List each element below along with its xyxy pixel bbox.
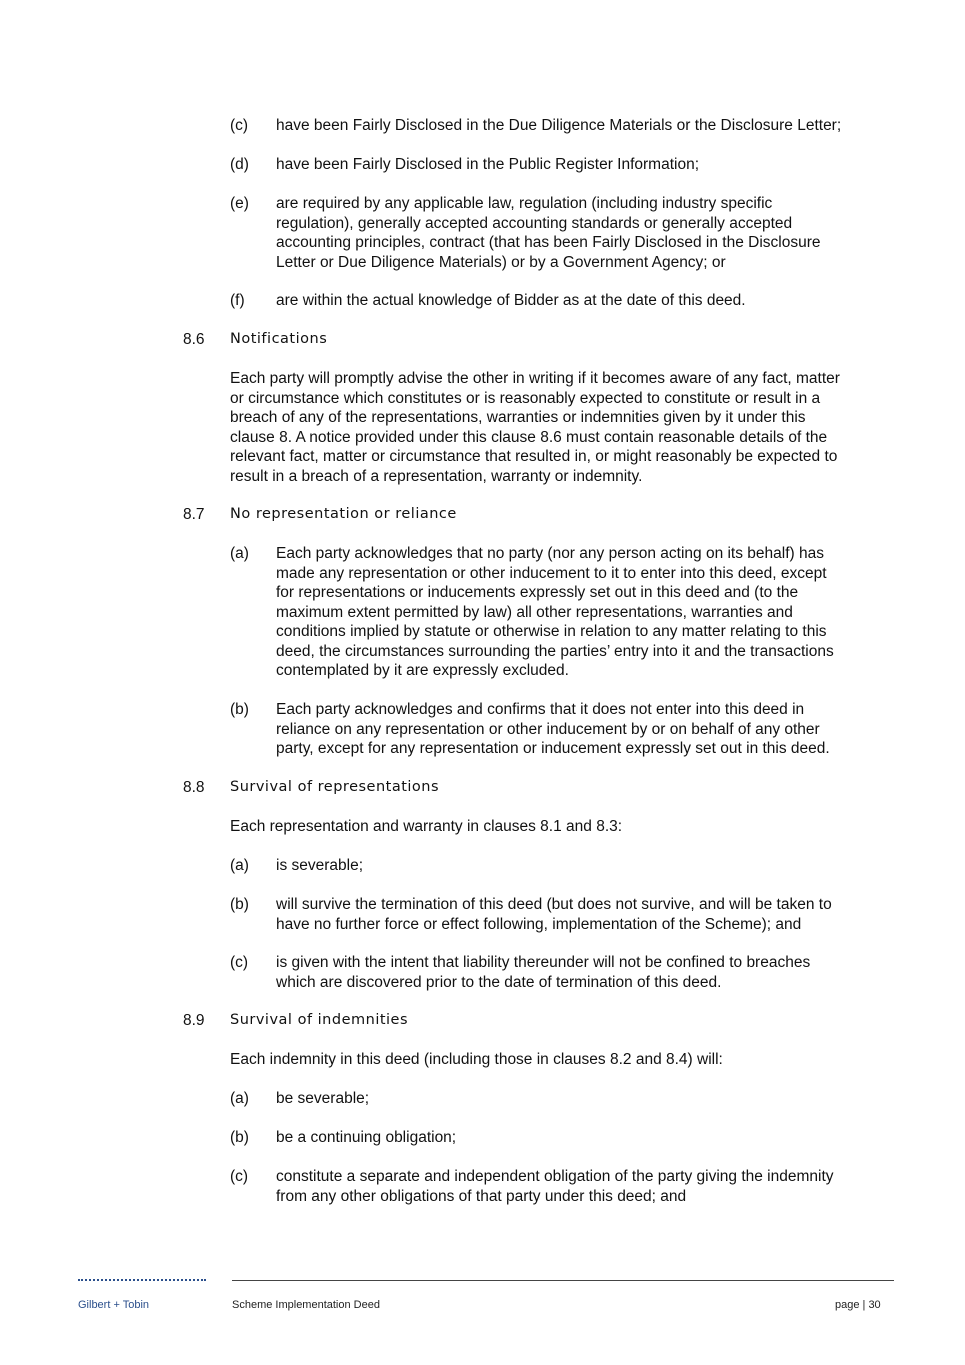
item-label: (a): [230, 857, 249, 874]
section-number: 8.8: [183, 779, 205, 796]
paragraph-line: or circumstance which constitutes or is reasonably expected to constitute or result in a: [230, 389, 821, 407]
item-text: is severable;: [276, 857, 364, 874]
item-text: constitute a separate and independent obligation of the party giving the indemnity: [276, 1168, 834, 1185]
item-text: reliance on any representation or other inducement by or on behalf of any other: [276, 720, 820, 738]
footer-rule: [232, 1280, 894, 1281]
footer-page-number: page | 30: [835, 1299, 881, 1311]
item-label: (b): [230, 1129, 249, 1146]
item-label: (e): [230, 195, 249, 212]
item-text: Letter or Due Diligence Materials) or by a Government Agency; or: [276, 253, 726, 271]
item-text: Each party acknowledges and confirms that it does not enter into this deed in: [276, 701, 805, 718]
section-number: 8.9: [183, 1012, 205, 1029]
item-label: (c): [230, 117, 249, 134]
footer-dotted-rule: [78, 1279, 206, 1281]
item-text: contemplated by it are expressly excluded.: [276, 662, 569, 679]
item-text: regulation), generally accepted accounting standards or generally accepted: [276, 214, 793, 232]
section-heading: Survival of representations: [230, 779, 440, 795]
item-label: (a): [230, 1090, 249, 1107]
section-heading: No representation or reliance: [230, 506, 457, 522]
footer-firm-name: Gilbert + Tobin: [78, 1299, 150, 1311]
section-heading: Notifications: [230, 331, 328, 347]
item-label: (c): [230, 1168, 249, 1185]
item-label: (b): [230, 896, 249, 913]
item-text: have been Fairly Disclosed in the Due Diligence Materials or the Disclosure Letter;: [276, 117, 842, 134]
item-text: party, except for any representation or inducement expressly set out in this deed.: [276, 740, 830, 757]
item-text: for representations or inducements expressly set out in this deed and (to the: [276, 584, 799, 601]
section-number: 8.7: [183, 506, 205, 523]
item-text: made any representation or other inducement to it to enter into this deed, except: [276, 564, 827, 582]
item-text: from any other obligations of that party under this deed; and: [276, 1187, 687, 1205]
footer-document-title: Scheme Implementation Deed: [232, 1299, 380, 1311]
item-text: accounting principles, contract (that has been Fairly Disclosed in the Disclosure: [276, 234, 821, 251]
paragraph-line: breach of any of the representations, warranties or indemnities given by it under this: [230, 409, 806, 426]
item-text: be a continuing obligation;: [276, 1129, 457, 1146]
paragraph-line: Each party will promptly advise the other in writing if it becomes aware of any fact, matter: [230, 370, 840, 387]
item-text: will survive the termination of this deed (but does not survive, and will be taken to: [276, 896, 832, 913]
item-text: have no further force or effect following, implementation of the Scheme); and: [276, 915, 802, 933]
item-text: is given with the intent that liability thereunder will not be confined to breaches: [276, 954, 811, 971]
paragraph-line: Each representation and warranty in clauses 8.1 and 8.3:: [230, 818, 623, 835]
item-text: have been Fairly Disclosed in the Public Register Information;: [276, 156, 700, 173]
section-heading: Survival of indemnities: [230, 1012, 409, 1028]
paragraph-line: clause 8. A notice provided under this clause 8.6 must contain reasonable details of the: [230, 428, 828, 446]
item-label: (b): [230, 701, 249, 718]
item-text: deed, the circumstances surrounding the parties’ entry into it and the transactions: [276, 642, 834, 660]
item-text: are required by any applicable law, regulation (including industry specific: [276, 195, 773, 212]
paragraph-line: relevant fact, matter or circumstance that resulted in, or might reasonably be expected to: [230, 448, 838, 465]
paragraph-line: Each indemnity in this deed (including those in clauses 8.2 and 8.4) will:: [230, 1051, 723, 1068]
item-text: Each party acknowledges that no party (nor any person acting on its behalf) has: [276, 545, 824, 562]
paragraph-line: result in a breach of a representation, warranty or indemnity.: [230, 467, 643, 485]
item-label: (c): [230, 954, 249, 971]
item-text: are within the actual knowledge of Bidder as at the date of this deed.: [276, 292, 746, 309]
item-text: be severable;: [276, 1090, 370, 1107]
item-text: maximum extent permitted by law) all other representations, warranties and: [276, 603, 793, 621]
item-text: which are discovered prior to the date of termination of this deed.: [276, 973, 722, 991]
item-label: (d): [230, 156, 249, 173]
item-text: conditions implied by statute or otherwise in relation to any matter relating to this: [276, 623, 827, 640]
item-label: (a): [230, 545, 249, 562]
item-label: (f): [230, 292, 245, 309]
section-number: 8.6: [183, 331, 205, 348]
